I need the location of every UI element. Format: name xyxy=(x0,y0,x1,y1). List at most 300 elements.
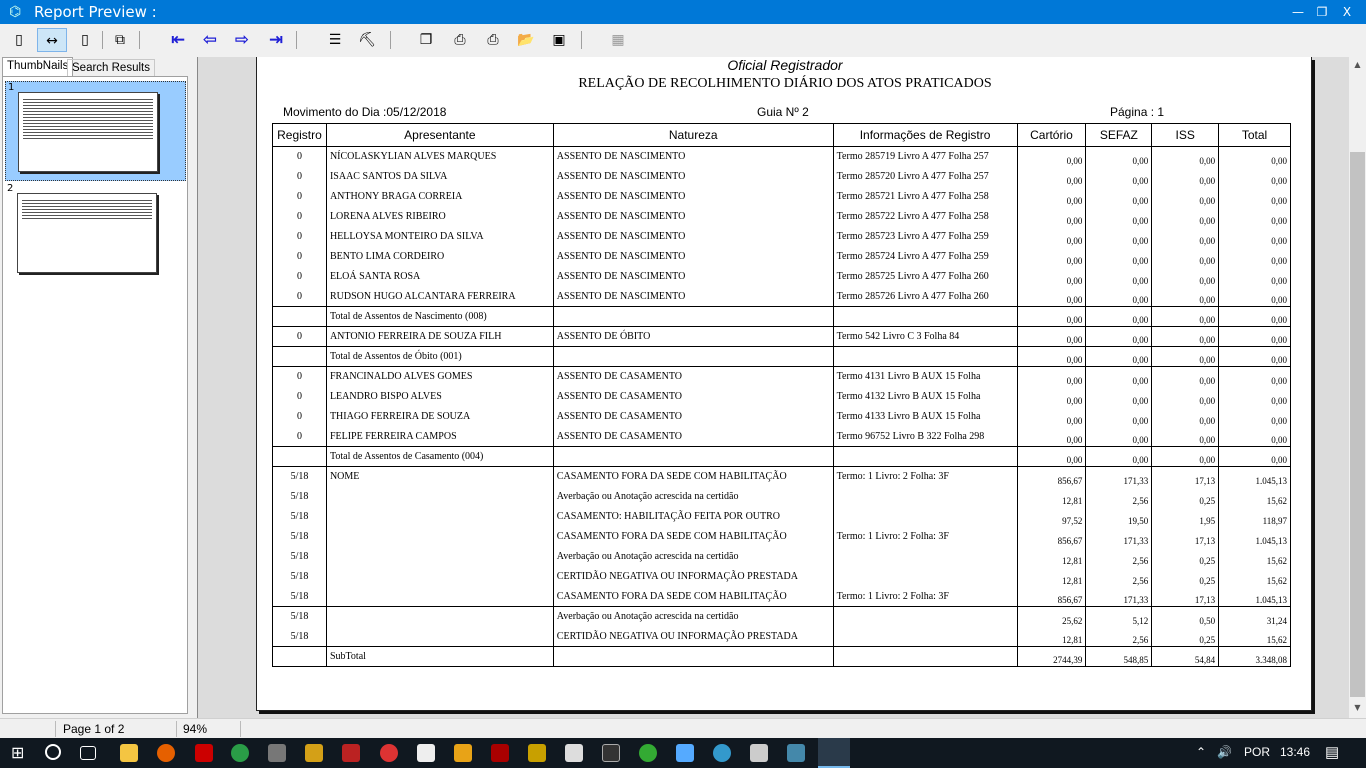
cell-sefaz: 0,00 xyxy=(1086,327,1152,347)
cell-iss: 0,00 xyxy=(1152,307,1219,327)
cell-reg: 0 xyxy=(273,227,327,247)
cell-nat: ASSENTO DE NASCIMENTO xyxy=(553,227,833,247)
cell-apr xyxy=(326,607,553,627)
close-window-button[interactable]: X xyxy=(1342,5,1352,19)
app-icon-11[interactable] xyxy=(491,744,509,762)
cell-nat xyxy=(553,447,833,467)
filezilla-icon[interactable] xyxy=(195,744,213,762)
cell-total: 31,24 xyxy=(1219,607,1291,627)
cell-cart: 856,67 xyxy=(1017,467,1086,487)
table-row xyxy=(273,487,1291,507)
cell-reg xyxy=(273,307,327,327)
table-row xyxy=(273,327,1291,347)
cell-nat: ASSENTO DE NASCIMENTO xyxy=(553,247,833,267)
cell-reg: 5/18 xyxy=(273,567,327,587)
page-width-icon[interactable]: ↔ xyxy=(37,28,67,52)
vertical-scrollbar[interactable] xyxy=(1349,57,1366,718)
cell-cart: 0,00 xyxy=(1017,167,1086,187)
cell-total: 0,00 xyxy=(1219,447,1291,467)
report-table xyxy=(272,123,1291,667)
cell-info xyxy=(833,627,1017,647)
cell-nat xyxy=(553,647,833,667)
cell-nat: ASSENTO DE NASCIMENTO xyxy=(553,207,833,227)
cell-reg xyxy=(273,447,327,467)
cell-nat: Averbação ou Anotação acrescida na certidão xyxy=(553,547,833,567)
app-icon-17[interactable] xyxy=(713,744,731,762)
cell-info xyxy=(833,607,1017,627)
page-number: Página : 1 xyxy=(1110,105,1165,119)
task-view-icon[interactable] xyxy=(80,746,96,760)
cell-sefaz: 0,00 xyxy=(1086,227,1152,247)
cell-cart: 0,00 xyxy=(1017,347,1086,367)
cell-nat: ASSENTO DE NASCIMENTO xyxy=(553,147,833,167)
cell-total: 1.045,13 xyxy=(1219,527,1291,547)
column-header: SEFAZ xyxy=(1086,124,1152,147)
notepad-icon[interactable] xyxy=(417,744,435,762)
cell-cart: 0,00 xyxy=(1017,307,1086,327)
single-page-icon[interactable]: ▯ xyxy=(15,32,23,48)
cell-cart: 12,81 xyxy=(1017,487,1086,507)
chevron-up-icon[interactable]: ⌃ xyxy=(1196,745,1207,759)
cell-iss: 1,95 xyxy=(1152,507,1219,527)
table-row xyxy=(273,627,1291,647)
cell-sefaz: 2,56 xyxy=(1086,547,1152,567)
cell-total: 0,00 xyxy=(1219,227,1291,247)
cell-cart: 0,00 xyxy=(1017,267,1086,287)
cell-info: Termo: 1 Livro: 2 Folha: 3F xyxy=(833,467,1017,487)
scroll-up-icon[interactable]: ▲ xyxy=(1354,60,1361,69)
cell-reg: 0 xyxy=(273,407,327,427)
cell-nat xyxy=(553,347,833,367)
cell-total: 15,62 xyxy=(1219,547,1291,567)
notifications-icon[interactable]: ▤ xyxy=(1325,744,1340,761)
cell-apr xyxy=(326,587,553,607)
table-row xyxy=(273,387,1291,407)
app-icon-10[interactable] xyxy=(454,744,472,762)
cell-apr xyxy=(326,507,553,527)
cell-info: Termo 4132 Livro B AUX 15 Folha xyxy=(833,387,1017,407)
stop-icon: ▦ xyxy=(611,32,625,48)
cell-nat: CASAMENTO FORA DA SEDE COM HABILITAÇÃO xyxy=(553,467,833,487)
scroll-down-icon[interactable]: ▼ xyxy=(1354,703,1361,712)
cell-apr: LORENA ALVES RIBEIRO xyxy=(326,207,553,227)
cell-iss: 0,00 xyxy=(1152,427,1219,447)
report-page xyxy=(256,57,1312,711)
cell-info: Termo: 1 Livro: 2 Folha: 3F xyxy=(833,527,1017,547)
cell-apr xyxy=(326,527,553,547)
cell-iss: 0,00 xyxy=(1152,407,1219,427)
movimento-date: Movimento do Dia :05/12/2018 xyxy=(283,105,447,119)
cell-sefaz: 171,33 xyxy=(1086,527,1152,547)
goto-page-icon[interactable]: ☰ xyxy=(328,32,342,48)
app-icon-6[interactable] xyxy=(305,744,323,762)
tab-search-results[interactable]: Search Results xyxy=(67,59,155,77)
taskbar xyxy=(0,738,1366,768)
firefox-icon[interactable] xyxy=(157,744,175,762)
scroll-thumb[interactable] xyxy=(1350,152,1365,697)
cell-reg: 5/18 xyxy=(273,467,327,487)
cell-info: Termo 285724 Livro A 477 Folha 259 xyxy=(833,247,1017,267)
cell-info: Termo: 1 Livro: 2 Folha: 3F xyxy=(833,587,1017,607)
cell-total: 0,00 xyxy=(1219,327,1291,347)
cell-sefaz: 0,00 xyxy=(1086,307,1152,327)
cell-reg: 5/18 xyxy=(273,587,327,607)
cell-info: Termo 4133 Livro B AUX 15 Folha xyxy=(833,407,1017,427)
cell-info xyxy=(833,647,1017,667)
table-row xyxy=(273,607,1291,627)
save-icon[interactable]: ▣ xyxy=(552,32,566,48)
table-row xyxy=(273,147,1291,167)
cell-reg: 5/18 xyxy=(273,487,327,507)
report-title: Oficial Registrador xyxy=(727,57,843,73)
page-indicator: Page 1 of 2 xyxy=(63,722,125,736)
cell-total: 0,00 xyxy=(1219,287,1291,307)
cell-cart: 0,00 xyxy=(1017,227,1086,247)
cell-sefaz: 0,00 xyxy=(1086,187,1152,207)
total-row xyxy=(273,447,1291,467)
cell-sefaz: 0,00 xyxy=(1086,287,1152,307)
cell-reg: 5/18 xyxy=(273,507,327,527)
first-page-icon[interactable]: ⇤ xyxy=(170,30,186,50)
cell-cart: 2744,39 xyxy=(1017,647,1086,667)
cell-total: 0,00 xyxy=(1219,407,1291,427)
cell-apr: ANTONIO FERREIRA DE SOUZA FILH xyxy=(326,327,553,347)
cell-iss: 0,25 xyxy=(1152,547,1219,567)
table-row xyxy=(273,207,1291,227)
cell-nat: ASSENTO DE NASCIMENTO xyxy=(553,187,833,207)
cell-cart: 0,00 xyxy=(1017,247,1086,267)
cell-nat: CERTIDÃO NEGATIVA OU INFORMAÇÃO PRESTADA xyxy=(553,567,833,587)
cell-sefaz: 0,00 xyxy=(1086,147,1152,167)
file-explorer-icon[interactable] xyxy=(120,744,138,762)
app-icon-19[interactable] xyxy=(787,744,805,762)
thumbnail-page-2[interactable]: 2 xyxy=(5,183,186,283)
cell-total: 0,00 xyxy=(1219,187,1291,207)
full-page-icon[interactable]: ▯ xyxy=(81,32,89,48)
cell-nat: ASSENTO DE ÓBITO xyxy=(553,327,833,347)
cell-cart: 0,00 xyxy=(1017,287,1086,307)
app-icon-5[interactable] xyxy=(268,744,286,762)
cell-reg: 5/18 xyxy=(273,627,327,647)
cell-iss: 17,13 xyxy=(1152,587,1219,607)
cell-sefaz: 0,00 xyxy=(1086,367,1152,387)
prev-page-icon[interactable]: ⇦ xyxy=(202,30,218,50)
cell-sefaz: 171,33 xyxy=(1086,467,1152,487)
cell-apr: ELOÁ SANTA ROSA xyxy=(326,267,553,287)
open-folder-icon[interactable]: 📂 xyxy=(517,32,535,48)
tab-thumbnails[interactable]: ThumbNails xyxy=(2,57,73,77)
cell-cart: 0,00 xyxy=(1017,367,1086,387)
windows-start-icon[interactable]: ⊞ xyxy=(11,743,25,762)
cell-sefaz: 548,85 xyxy=(1086,647,1152,667)
cell-total: 3.348,08 xyxy=(1219,647,1291,667)
cell-sefaz: 5,12 xyxy=(1086,607,1152,627)
cell-sefaz: 2,56 xyxy=(1086,487,1152,507)
cell-total: 0,00 xyxy=(1219,367,1291,387)
cell-info: Termo 4131 Livro B AUX 15 Folha xyxy=(833,367,1017,387)
cell-sefaz: 0,00 xyxy=(1086,447,1152,467)
cell-sefaz: 2,56 xyxy=(1086,627,1152,647)
cell-sefaz: 171,33 xyxy=(1086,587,1152,607)
input-language[interactable]: POR xyxy=(1244,745,1271,759)
cell-reg xyxy=(273,347,327,367)
cell-cart: 97,52 xyxy=(1017,507,1086,527)
chrome-icon[interactable] xyxy=(231,744,249,762)
cell-reg: 0 xyxy=(273,427,327,447)
cell-info: Termo 285721 Livro A 477 Folha 258 xyxy=(833,187,1017,207)
cell-cart: 0,00 xyxy=(1017,187,1086,207)
cell-iss: 0,50 xyxy=(1152,607,1219,627)
cell-reg: 0 xyxy=(273,167,327,187)
table-row xyxy=(273,427,1291,447)
app-icon-16[interactable] xyxy=(676,744,694,762)
cell-total: 0,00 xyxy=(1219,387,1291,407)
cell-cart: 12,81 xyxy=(1017,627,1086,647)
app-icon-7[interactable] xyxy=(342,744,360,762)
cell-reg: 0 xyxy=(273,207,327,227)
cell-sefaz: 19,50 xyxy=(1086,507,1152,527)
cell-total: 0,00 xyxy=(1219,207,1291,227)
cmd-icon[interactable] xyxy=(602,744,620,762)
table-row xyxy=(273,287,1291,307)
cell-nat: CASAMENTO FORA DA SEDE COM HABILITAÇÃO xyxy=(553,587,833,607)
find-binoculars-icon[interactable]: ⛏ xyxy=(358,32,376,48)
cell-apr: Total de Assentos de Óbito (001) xyxy=(326,347,553,367)
cell-apr: LEANDRO BISPO ALVES xyxy=(326,387,553,407)
subtotal-row xyxy=(273,647,1291,667)
table-row xyxy=(273,527,1291,547)
table-row xyxy=(273,267,1291,287)
cell-apr xyxy=(326,627,553,647)
cell-apr: Total de Assentos de Casamento (004) xyxy=(326,447,553,467)
cell-iss: 0,25 xyxy=(1152,567,1219,587)
cell-iss: 0,00 xyxy=(1152,227,1219,247)
cell-apr: FRANCINALDO ALVES GOMES xyxy=(326,367,553,387)
cell-iss: 0,00 xyxy=(1152,447,1219,467)
report-preview-task-icon[interactable] xyxy=(818,738,850,768)
cell-total: 15,62 xyxy=(1219,627,1291,647)
cell-info xyxy=(833,447,1017,467)
cell-reg: 5/18 xyxy=(273,547,327,567)
cell-total: 1.045,13 xyxy=(1219,467,1291,487)
cell-cart: 25,62 xyxy=(1017,607,1086,627)
app-icon-12[interactable] xyxy=(528,744,546,762)
cell-sefaz: 2,56 xyxy=(1086,567,1152,587)
cell-nat: ASSENTO DE CASAMENTO xyxy=(553,367,833,387)
thumbnail-panel xyxy=(0,57,193,718)
title-bar xyxy=(0,0,1366,24)
cell-iss: 17,13 xyxy=(1152,467,1219,487)
table-row xyxy=(273,567,1291,587)
total-row xyxy=(273,307,1291,327)
cell-info xyxy=(833,307,1017,327)
cell-info xyxy=(833,547,1017,567)
cell-iss: 0,00 xyxy=(1152,347,1219,367)
cell-info: Termo 96752 Livro B 322 Folha 298 xyxy=(833,427,1017,447)
cell-apr: ISAAC SANTOS DA SILVA xyxy=(326,167,553,187)
cell-sefaz: 0,00 xyxy=(1086,407,1152,427)
cell-cart: 856,67 xyxy=(1017,587,1086,607)
thumbnail-page-1[interactable]: 1 xyxy=(5,81,186,181)
cell-reg: 0 xyxy=(273,387,327,407)
cell-total: 0,00 xyxy=(1219,167,1291,187)
cell-cart: 0,00 xyxy=(1017,387,1086,407)
cell-nat: CASAMENTO FORA DA SEDE COM HABILITAÇÃO xyxy=(553,527,833,547)
cell-iss: 0,25 xyxy=(1152,627,1219,647)
cell-sefaz: 0,00 xyxy=(1086,427,1152,447)
cell-reg: 5/18 xyxy=(273,607,327,627)
column-header: Apresentante xyxy=(326,124,553,147)
cell-nat: ASSENTO DE CASAMENTO xyxy=(553,407,833,427)
table-row xyxy=(273,167,1291,187)
cell-apr xyxy=(326,487,553,507)
cell-reg: 0 xyxy=(273,327,327,347)
cell-nat: CASAMENTO: HABILITAÇÃO FEITA POR OUTRO xyxy=(553,507,833,527)
cell-cart: 12,81 xyxy=(1017,567,1086,587)
print-setup-icon[interactable]: ⎙ xyxy=(454,32,466,48)
table-row xyxy=(273,367,1291,387)
cell-total: 1.045,13 xyxy=(1219,587,1291,607)
cell-iss: 0,00 xyxy=(1152,327,1219,347)
cell-total: 0,00 xyxy=(1219,147,1291,167)
next-page-icon[interactable]: ⇨ xyxy=(234,30,250,50)
cell-cart: 0,00 xyxy=(1017,427,1086,447)
cell-info xyxy=(833,487,1017,507)
thumbnail-image xyxy=(18,92,158,172)
cell-cart: 0,00 xyxy=(1017,407,1086,427)
cell-sefaz: 0,00 xyxy=(1086,347,1152,367)
cell-info: Termo 285723 Livro A 477 Folha 259 xyxy=(833,227,1017,247)
cell-nat: Averbação ou Anotação acrescida na certidão xyxy=(553,487,833,507)
minimize-button[interactable]: — xyxy=(1292,5,1304,19)
cell-apr: RUDSON HUGO ALCANTARA FERREIRA xyxy=(326,287,553,307)
column-header: Cartório xyxy=(1017,124,1086,147)
cell-info xyxy=(833,347,1017,367)
cell-apr: THIAGO FERREIRA DE SOUZA xyxy=(326,407,553,427)
cell-iss: 0,00 xyxy=(1152,287,1219,307)
restore-button[interactable]: ❐ xyxy=(1316,5,1328,19)
app-icon-8[interactable] xyxy=(380,744,398,762)
cell-info: Termo 285722 Livro A 477 Folha 258 xyxy=(833,207,1017,227)
cell-iss: 0,00 xyxy=(1152,187,1219,207)
thumbnail-list[interactable] xyxy=(2,76,188,714)
app-icon-15[interactable] xyxy=(639,744,657,762)
clock[interactable]: 13:46 xyxy=(1280,745,1311,759)
cell-iss: 17,13 xyxy=(1152,527,1219,547)
cell-info xyxy=(833,567,1017,587)
app-icon-13[interactable] xyxy=(565,744,583,762)
cell-apr: HELLOYSA MONTEIRO DA SILVA xyxy=(326,227,553,247)
multi-page-icon[interactable]: ⧉ xyxy=(115,32,125,48)
cell-nat: ASSENTO DE CASAMENTO xyxy=(553,427,833,447)
cell-cart: 12,81 xyxy=(1017,547,1086,567)
column-header: Total xyxy=(1219,124,1291,147)
report-subtitle: RELAÇÃO DE RECOLHIMENTO DIÁRIO DOS ATOS PRATICADOS xyxy=(578,76,992,91)
last-page-icon[interactable]: ⇥ xyxy=(268,30,284,50)
preview-area[interactable] xyxy=(197,57,1349,718)
cell-reg: 5/18 xyxy=(273,527,327,547)
table-row xyxy=(273,467,1291,487)
cell-total: 0,00 xyxy=(1219,307,1291,327)
cell-iss: 0,00 xyxy=(1152,367,1219,387)
cell-cart: 0,00 xyxy=(1017,327,1086,347)
zoom-level: 94% xyxy=(183,722,208,736)
cell-nat: ASSENTO DE NASCIMENTO xyxy=(553,167,833,187)
cell-iss: 0,00 xyxy=(1152,267,1219,287)
cell-apr: ANTHONY BRAGA CORREIA xyxy=(326,187,553,207)
cell-apr: Total de Assentos de Nascimento (008) xyxy=(326,307,553,327)
cell-total: 0,00 xyxy=(1219,247,1291,267)
cell-info xyxy=(833,507,1017,527)
column-header: ISS xyxy=(1152,124,1219,147)
toolbar xyxy=(0,25,1366,57)
cell-cart: 856,67 xyxy=(1017,527,1086,547)
total-row xyxy=(273,347,1291,367)
search-icon[interactable] xyxy=(45,744,61,760)
cell-sefaz: 0,00 xyxy=(1086,167,1152,187)
volume-icon[interactable]: 🔊 xyxy=(1217,745,1232,759)
cell-apr xyxy=(326,547,553,567)
cell-reg: 0 xyxy=(273,287,327,307)
cell-nat: Averbação ou Anotação acrescida na certidão xyxy=(553,607,833,627)
cell-nat: ASSENTO DE CASAMENTO xyxy=(553,387,833,407)
cell-apr: FELIPE FERREIRA CAMPOS xyxy=(326,427,553,447)
cell-info: Termo 285725 Livro A 477 Folha 260 xyxy=(833,267,1017,287)
cell-sefaz: 0,00 xyxy=(1086,387,1152,407)
cell-apr: NÍCOLASKYLIAN ALVES MARQUES xyxy=(326,147,553,167)
cell-cart: 0,00 xyxy=(1017,447,1086,467)
cell-sefaz: 0,00 xyxy=(1086,247,1152,267)
cell-iss: 0,25 xyxy=(1152,487,1219,507)
column-header: Natureza xyxy=(553,124,833,147)
status-bar xyxy=(0,718,1366,738)
cell-apr: NOME xyxy=(326,467,553,487)
table-row xyxy=(273,547,1291,567)
cell-reg: 0 xyxy=(273,187,327,207)
table-row xyxy=(273,247,1291,267)
window-title: Report Preview : xyxy=(34,3,157,21)
column-header: Informações de Registro xyxy=(833,124,1017,147)
cell-iss: 0,00 xyxy=(1152,167,1219,187)
cell-total: 0,00 xyxy=(1219,267,1291,287)
cell-reg: 0 xyxy=(273,267,327,287)
cell-apr: SubTotal xyxy=(326,647,553,667)
cell-iss: 0,00 xyxy=(1152,247,1219,267)
thumbnail-image xyxy=(17,193,157,273)
table-row xyxy=(273,407,1291,427)
cell-total: 118,97 xyxy=(1219,507,1291,527)
cell-sefaz: 0,00 xyxy=(1086,267,1152,287)
copy-icon[interactable]: ❐ xyxy=(419,32,433,48)
cell-nat: ASSENTO DE NASCIMENTO xyxy=(553,287,833,307)
print-icon[interactable]: ⎙ xyxy=(487,32,499,48)
cell-iss: 0,00 xyxy=(1152,387,1219,407)
calculator-icon[interactable] xyxy=(750,744,768,762)
cell-reg xyxy=(273,647,327,667)
cell-cart: 0,00 xyxy=(1017,207,1086,227)
cell-total: 15,62 xyxy=(1219,567,1291,587)
cell-info: Termo 285719 Livro A 477 Folha 257 xyxy=(833,147,1017,167)
cell-cart: 0,00 xyxy=(1017,147,1086,167)
table-row xyxy=(273,227,1291,247)
cell-reg: 0 xyxy=(273,367,327,387)
cell-info: Termo 542 Livro C 3 Folha 84 xyxy=(833,327,1017,347)
cell-info: Termo 285720 Livro A 477 Folha 257 xyxy=(833,167,1017,187)
cell-nat: CERTIDÃO NEGATIVA OU INFORMAÇÃO PRESTADA xyxy=(553,627,833,647)
cell-apr xyxy=(326,567,553,587)
cell-iss: 0,00 xyxy=(1152,207,1219,227)
guia-number: Guia Nº 2 xyxy=(757,105,809,119)
